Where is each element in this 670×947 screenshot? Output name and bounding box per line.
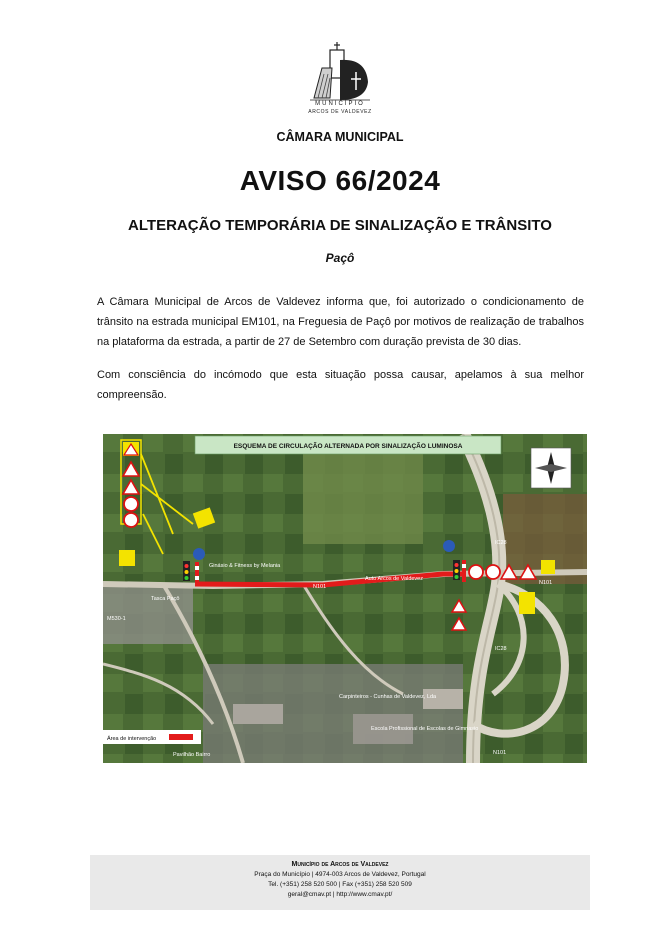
barrier-icon	[462, 560, 466, 582]
place-label: Auto Arcos de Valdevez	[365, 576, 423, 582]
map-legend	[103, 730, 201, 744]
footer-address: Praça do Município | 4974-003 Arcos de Valdevez, Portugal	[254, 871, 426, 878]
mandatory-sign-icon	[193, 548, 205, 560]
road-label-n101: N101	[313, 584, 327, 590]
map-banner-text: ESQUEMA DE CIRCULAÇÃO ALTERNADA POR SINALIZAÇÃO LUMINOSA	[233, 443, 463, 450]
footer-web[interactable]: geral@cmav.pt | http://www.cmav.pt/	[287, 891, 393, 898]
traffic-light-icon	[183, 561, 190, 581]
notice-title: AVISO 66/2024	[239, 165, 441, 196]
roadworks-sign-icon	[119, 550, 135, 566]
footer-phone: Tel. (+351) 258 520 500 | Fax (+351) 258 520 509	[268, 881, 412, 888]
logo-caption-municipio: MUNICÍPIO	[315, 101, 365, 107]
body-paragraph-1: A Câmara Municipal de Arcos de Valdevez informa que, foi autorizado o condicionamento de trânsito na estrada municipal EM101, na Freguesia de Paçô por motivos de realização de trabalhos na plataforma da estrada, a partir de 27 de Setembro com duração prevista de 30 dias.	[97, 296, 584, 348]
legend-label: Área de intervenção	[107, 736, 157, 742]
notice-subtitle: ALTERAÇÃO TEMPORÁRIA DE SINALIZAÇÃO E TRÂNSITO	[128, 217, 552, 234]
road-label-n101: N101	[539, 580, 553, 586]
mandatory-sign-icon	[443, 540, 455, 552]
barrier-icon	[195, 562, 199, 586]
footer	[90, 855, 590, 910]
place-label: Pavilhão Bairro	[173, 752, 211, 758]
roadworks-sign-icon	[519, 592, 535, 614]
road-label-m530: M530-1	[107, 616, 126, 622]
traffic-scheme-map	[103, 434, 587, 763]
road-label-ic28: IC28	[495, 646, 507, 652]
no-overtaking-sign-icon	[486, 565, 500, 579]
no-overtaking-sign-icon	[124, 513, 138, 527]
speed-limit-sign-icon	[469, 565, 483, 579]
place-label: Ginásio & Fitness by Melania	[209, 563, 281, 569]
roadworks-sign-icon	[541, 560, 555, 574]
warning-sign-icon	[123, 442, 139, 456]
body-paragraph-2: Com consciência do incómodo que esta situação possa causar, apelamos à sua melhor compreensão.	[97, 369, 584, 401]
legend-swatch	[169, 734, 193, 740]
road-label-ic28: IC28	[495, 540, 507, 546]
place-label: Tasca Paçô	[151, 596, 180, 602]
road-label-n101: N101	[493, 750, 507, 756]
logo-caption-name: ARCOS DE VALDEVEZ	[308, 109, 372, 115]
compass-rose-icon	[531, 448, 571, 488]
traffic-light-icon	[453, 560, 460, 580]
footer-name: Município de Arcos de Valdevez	[291, 861, 389, 868]
speed-limit-sign-icon	[124, 497, 138, 511]
place-label: Carpinteiros - Cunhas de Valdevez, Lda	[339, 694, 437, 700]
organization-name: CÂMARA MUNICIPAL	[276, 130, 404, 144]
place-label: Escola Profissional de Escolas de Gimnasio	[371, 726, 479, 732]
notice-place: Paçô	[325, 251, 355, 265]
